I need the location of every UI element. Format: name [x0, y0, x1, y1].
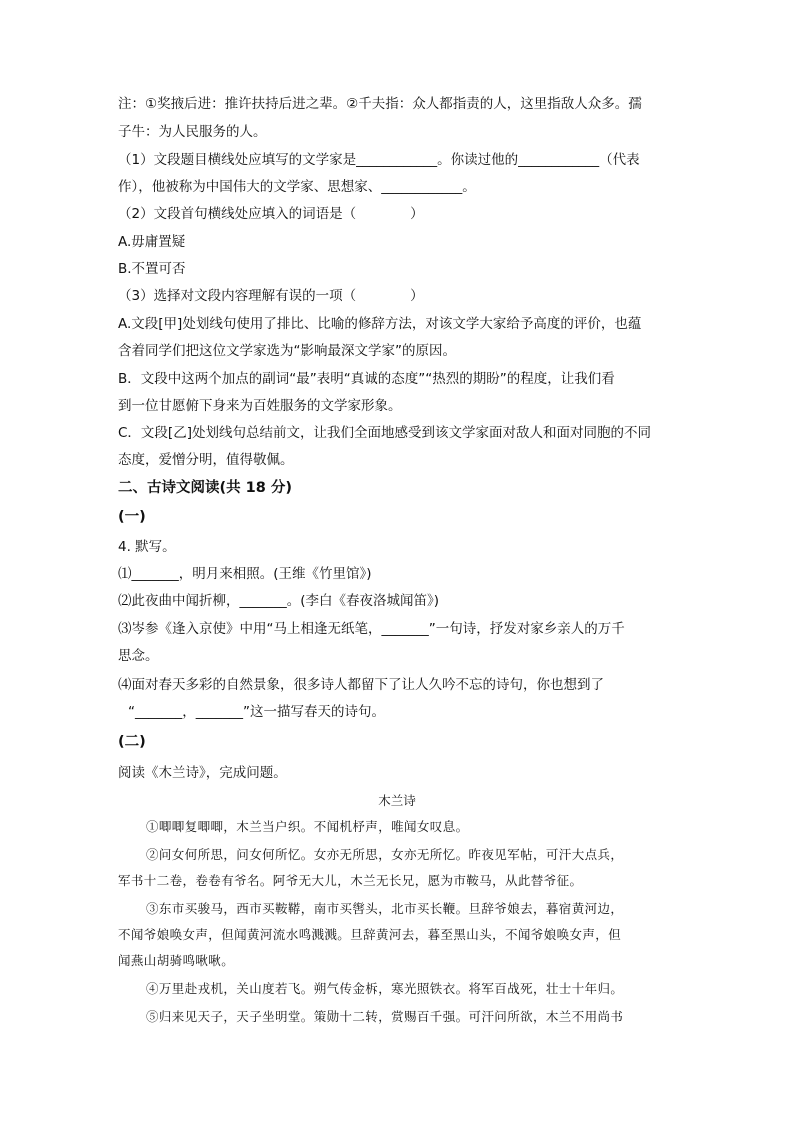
q3-option-b-line-2: 到一位甘愿俯下身来为百姓服务的文学家形象。: [118, 398, 402, 414]
note-line-1: 注：①奖掖后进：推许扶持后进之辈。②千夫指：众人都指责的人，这里指敌人众多。孺: [118, 96, 642, 112]
option-b: B.不置可否: [118, 261, 186, 277]
q3-option-a-line-1: A.文段[甲]处划线句使用了排比、比喻的修辞方法，对该文学大家给予高度的评价，也蕴: [118, 316, 642, 332]
q3-option-c-line-2: 态度，爱憎分明，值得敬佩。: [118, 452, 294, 468]
part-2-label: (二): [118, 734, 146, 750]
q3-option-b-line-1: B．文段中这两个加点的副词“最”表明“真诚的态度”“热烈的期盼”的程度，让我们看: [118, 371, 615, 387]
question-1-line-1: （1）文段题目横线处应填写的文学家是____________。你读过他的____________（代表: [118, 152, 640, 168]
poem-title: 木兰诗: [378, 793, 416, 808]
reading-intro: 阅读《木兰诗》，完成问题。: [118, 765, 287, 781]
question-2: （2）文段首句横线处应填入的词语是（ ）: [118, 206, 424, 222]
question-4-item-4: ⑷面对春天多彩的自然景象，很多诗人都留下了让人久吟不忘的诗句，你也想到了: [118, 677, 604, 693]
option-a: A.毋庸置疑: [118, 234, 186, 250]
q3-option-a-line-2: 含着同学们把这位文学家选为“影响最深文学家”的原因。: [118, 343, 456, 359]
note-line-2: 子牛：为人民服务的人。: [118, 124, 267, 140]
section-heading: 二、古诗文阅读(共 18 分): [118, 480, 293, 496]
question-4-item-3: ⑶岑参《逢入京使》中用“马上相逢无纸笔，_______”一句诗，抒发对家乡亲人的万千: [118, 621, 625, 637]
question-3: （3）选择对文段内容理解有误的一项（ ）: [118, 288, 424, 304]
question-4-item-3-cont: 思念。: [118, 648, 159, 664]
question-4-item-4-cont: “_______，_______”这一描写春天的诗句。: [128, 704, 385, 720]
question-4-item-1: ⑴_______，明月来相照。(王维《竹里馆》): [118, 566, 372, 582]
poem-stanza-2-line-1: ②问女何所思，问女何所忆。女亦无所思，女亦无所忆。昨夜见军帖，可汗大点兵，: [146, 847, 624, 862]
poem-stanza-3-line-3: 闻燕山胡骑鸣啾啾。: [118, 953, 235, 968]
poem-stanza-1: ①唧唧复唧唧，木兰当户织。不闻机杼声，唯闻女叹息。: [146, 819, 469, 834]
part-1-label: (一): [118, 509, 146, 525]
question-1-line-2: 作），他被称为中国伟大的文学家、思想家、____________。: [118, 179, 476, 195]
q3-option-c-line-1: C．文段[乙]处划线句总结前文，让我们全面地感受到该文学家面对敌人和面对同胞的不同: [118, 425, 651, 441]
poem-stanza-5-line-1: ⑤归来见天子，天子坐明堂。策勋十二转，赏赐百千强。可汗问所欲，木兰不用尚书: [146, 1009, 624, 1024]
question-4-title: 4. 默写。: [118, 539, 176, 555]
poem-stanza-3-line-2: 不闻爷娘唤女声，但闻黄河流水鸣溅溅。旦辞黄河去，暮至黑山头，不闻爷娘唤女声，但: [118, 927, 622, 942]
question-4-item-2: ⑵此夜曲中闻折柳，_______。(李白《春夜洛城闻笛》): [118, 593, 440, 609]
poem-stanza-3-line-1: ③东市买骏马，西市买鞍鞯，南市买辔头，北市买长鞭。旦辞爷娘去，暮宿黄河边，: [146, 901, 624, 916]
poem-stanza-4: ④万里赴戎机，关山度若飞。朔气传金柝，寒光照铁衣。将军百战死，壮士十年归。: [146, 981, 624, 996]
poem-stanza-2-line-2: 军书十二卷，卷卷有爷名。阿爷无大儿，木兰无长兄，愿为市鞍马，从此替爷征。: [118, 873, 583, 888]
